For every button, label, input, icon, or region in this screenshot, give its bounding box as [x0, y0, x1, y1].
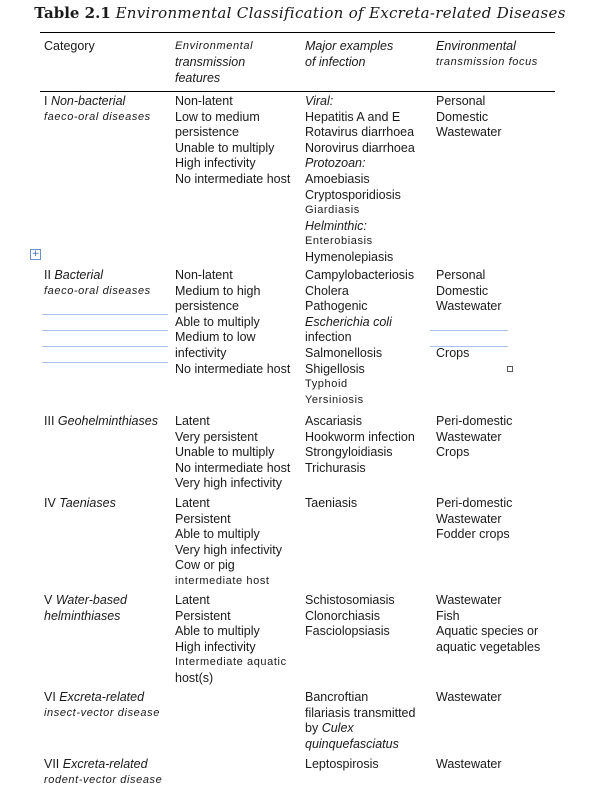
examples-line: Salmonellosis	[305, 345, 383, 360]
blank-line	[42, 330, 168, 331]
focus-line: aquatic vegetables	[436, 639, 541, 654]
cell-features	[175, 593, 303, 687]
cell-examples	[305, 757, 433, 773]
features-line: Able to multiply	[175, 527, 260, 542]
features-line: host(s)	[175, 670, 214, 685]
header-focus	[436, 38, 561, 70]
cell-focus	[436, 757, 561, 773]
cell-category	[44, 268, 172, 299]
examples-line: Hepatitis A and E	[305, 109, 401, 124]
features-line: persistence	[175, 299, 239, 314]
examples-line: Hookworm infection	[305, 429, 415, 444]
cell-focus	[436, 496, 561, 543]
top-rule	[40, 32, 555, 33]
focus-line: Wastewater	[436, 125, 502, 140]
features-line: Medium to high	[175, 283, 261, 298]
focus-line: Wastewater	[436, 757, 502, 771]
features-line: High infectivity	[175, 639, 256, 654]
table-number: Table 2.1	[34, 4, 111, 22]
features-line: Able to multiply	[175, 624, 260, 639]
examples-line: Hymenolepiasis	[305, 249, 394, 264]
category-line: helminthiases	[44, 608, 121, 623]
examples-line: Campylobacteriosis	[305, 268, 415, 282]
header-category-label: Category	[44, 39, 95, 53]
examples-line: infection	[305, 330, 352, 345]
header-features-line: transmission	[175, 55, 246, 69]
category-line: V Water-based	[44, 593, 127, 607]
features-line: Persistent	[175, 511, 231, 526]
features-line: No intermediate host	[175, 361, 291, 376]
header-features-line: features	[175, 71, 221, 85]
examples-line: Giardiasis	[305, 204, 360, 217]
blank-line	[42, 362, 168, 363]
category-line: VI Excreta-related	[44, 690, 145, 704]
examples-line: Escherichia coli	[305, 314, 392, 329]
cell-examples	[305, 94, 433, 266]
focus-line: Personal	[436, 94, 486, 108]
cell-focus	[436, 593, 561, 655]
features-line: Latent	[175, 414, 210, 428]
cell-examples	[305, 496, 433, 512]
examples-line: Bancroftian	[305, 690, 369, 704]
header-focus-line: Environmental	[436, 39, 516, 53]
focus-line: Aquatic species or	[436, 624, 539, 639]
examples-line: Amoebiasis	[305, 171, 370, 186]
focus-line: Wastewater	[436, 593, 502, 607]
category-line: rodent-vector disease	[44, 773, 163, 786]
features-line: persistence	[175, 125, 239, 140]
category-line: faeco-oral diseases	[44, 110, 151, 123]
examples-line: Typhoid	[305, 378, 348, 391]
cell-category	[44, 593, 172, 624]
examples-line: filariasis transmitted	[305, 705, 416, 720]
examples-line: Ascariasis	[305, 414, 362, 428]
cell-focus	[436, 94, 561, 141]
resize-handle-icon[interactable]	[507, 366, 513, 372]
header-examples-line: Major examples	[305, 39, 394, 53]
focus-line: Peri-domestic	[436, 496, 513, 510]
focus-line: Wastewater	[436, 690, 502, 704]
examples-line: Shigellosis	[305, 361, 365, 376]
cell-examples	[305, 268, 433, 408]
focus-line: Wastewater	[436, 511, 502, 526]
focus-line	[436, 315, 561, 331]
features-line: Persistent	[175, 608, 231, 623]
examples-line: Taeniasis	[305, 496, 358, 510]
examples-line: by Culex	[305, 721, 354, 736]
focus-line: Crops	[436, 345, 470, 360]
features-line: Intermediate aquatic	[175, 656, 287, 669]
category-line: insect-vector disease	[44, 706, 160, 719]
features-line: Unable to multiply	[175, 140, 275, 155]
examples-line: Cryptosporidiosis	[305, 187, 401, 202]
focus-line: Fish	[436, 608, 460, 623]
header-focus-line: transmission focus	[436, 56, 538, 68]
features-line: Unable to multiply	[175, 445, 275, 460]
examples-line: Pathogenic	[305, 299, 368, 314]
cell-focus	[436, 268, 561, 362]
category-line: faeco-oral diseases	[44, 284, 151, 297]
cell-features	[175, 496, 303, 590]
cell-features	[175, 268, 303, 377]
features-line: infectivity	[175, 345, 227, 360]
category-line: III Geohelminthiases	[44, 414, 158, 428]
cell-category	[44, 414, 172, 430]
examples-line: Trichurasis	[305, 460, 366, 475]
features-line: Medium to low	[175, 330, 256, 345]
table-move-handle-icon[interactable]: +	[31, 249, 40, 259]
examples-line: Cholera	[305, 283, 349, 298]
features-line: Able to multiply	[175, 314, 260, 329]
examples-line: Schistosomiasis	[305, 593, 395, 607]
cell-examples	[305, 690, 433, 752]
focus-line: Domestic	[436, 109, 489, 124]
features-line: Very high infectivity	[175, 476, 282, 491]
features-line: intermediate host	[175, 574, 270, 587]
cell-category	[44, 94, 172, 125]
examples-line: Leptospirosis	[305, 757, 379, 771]
features-line: No intermediate host	[175, 460, 291, 475]
header-category	[44, 38, 172, 54]
examples-line: Clonorchiasis	[305, 608, 381, 623]
category-line: II Bacterial	[44, 268, 104, 282]
features-line: High infectivity	[175, 156, 256, 171]
cell-focus	[436, 414, 561, 461]
cell-examples	[305, 593, 433, 640]
header-examples	[305, 38, 433, 70]
focus-line: Domestic	[436, 283, 489, 298]
header-features-line: Environmental	[175, 40, 254, 52]
header-rule	[40, 91, 555, 92]
table-caption: Environmental Classification of Excreta-related Diseases	[115, 4, 566, 22]
features-line: Low to medium	[175, 109, 260, 124]
blank-line	[42, 346, 168, 347]
focus-line: Peri-domestic	[436, 414, 513, 428]
focus-line: Wastewater	[436, 429, 502, 444]
focus-line: Wastewater	[436, 299, 502, 314]
examples-line: Strongyloidiasis	[305, 445, 393, 460]
cell-features	[175, 94, 303, 188]
blank-line	[42, 314, 168, 315]
features-line: Latent	[175, 496, 210, 510]
header-examples-line: of infection	[305, 55, 366, 69]
features-line: Non-latent	[175, 268, 233, 282]
examples-line: Yersiniosis	[305, 393, 364, 406]
features-line: Cow or pig	[175, 558, 235, 573]
focus-line: Crops	[436, 445, 470, 460]
table-title	[0, 4, 600, 22]
features-line: Latent	[175, 593, 210, 607]
cell-features	[175, 414, 303, 492]
category-line: IV Taeniases	[44, 496, 116, 510]
examples-line: Viral:	[305, 94, 334, 108]
examples-line: Enterobiasis	[305, 235, 373, 248]
examples-line: Fasciolopsiasis	[305, 624, 390, 639]
examples-line: Protozoan:	[305, 156, 366, 171]
focus-line	[436, 330, 561, 346]
features-line: Very high infectivity	[175, 542, 282, 557]
cell-examples	[305, 414, 433, 476]
features-line: No intermediate host	[175, 171, 291, 186]
category-line: I Non-bacterial	[44, 94, 126, 108]
examples-line: quinquefasciatus	[305, 736, 399, 751]
header-features	[175, 38, 303, 86]
category-line: VII Excreta-related	[44, 757, 148, 771]
cell-category	[44, 690, 172, 721]
cell-category	[44, 496, 172, 512]
features-line: Very persistent	[175, 429, 258, 444]
features-line: Non-latent	[175, 94, 233, 108]
focus-line: Personal	[436, 268, 486, 282]
examples-line: Norovirus diarrhoea	[305, 140, 415, 155]
examples-line: Rotavirus diarrhoea	[305, 125, 415, 140]
cell-category	[44, 757, 172, 788]
cell-focus	[436, 690, 561, 706]
focus-line: Fodder crops	[436, 527, 510, 542]
examples-line: Helminthic:	[305, 218, 367, 233]
